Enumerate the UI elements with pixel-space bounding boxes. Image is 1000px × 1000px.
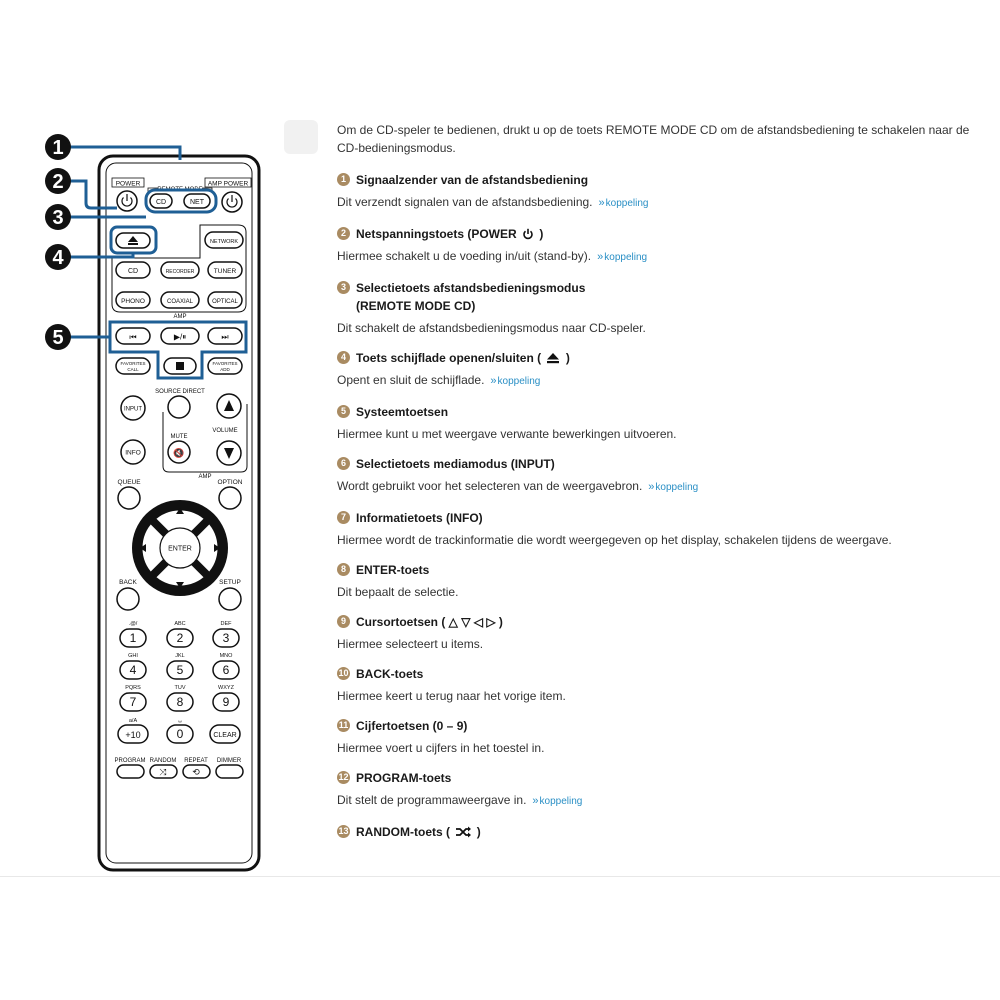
- double-chevron-icon: »: [532, 795, 539, 807]
- item-title: Toets schijflade openen/sluiten (: [356, 351, 542, 365]
- coaxial-label: COAXIAL: [166, 299, 194, 305]
- play-pause-icon: ▶/⏸: [173, 332, 187, 342]
- keypad-sub-label: WXYZ: [218, 685, 234, 691]
- item-title-suffix: ): [476, 825, 481, 839]
- item-number-badge: 8: [337, 563, 350, 576]
- enter-label: ENTER: [168, 545, 192, 553]
- item-number-badge: 5: [337, 405, 350, 418]
- callout-number: 4: [52, 247, 64, 269]
- double-chevron-icon: »: [490, 375, 497, 387]
- item-description: [337, 583, 977, 601]
- item-2: [337, 225, 977, 267]
- item-description: [337, 247, 977, 267]
- item-title: Selectietoets afstandsbedieningsmodus (REMOTE MODE CD): [356, 281, 586, 313]
- item-heading: [337, 171, 977, 189]
- item-description: [337, 791, 977, 811]
- item-title: Informatietoets (INFO): [356, 511, 483, 525]
- bottom-divider: [0, 876, 1000, 877]
- item-heading: [337, 561, 977, 579]
- recorder-label: RECORDER: [165, 269, 195, 275]
- item-description-text: Hiermee schakelt u de voeding in/uit (stand-by).: [337, 249, 592, 263]
- item-title: ENTER-toets: [356, 563, 430, 577]
- koppeling-link[interactable]: [648, 482, 698, 493]
- eject-icon: [541, 351, 566, 365]
- item-heading: [337, 349, 977, 367]
- remote-svg: [0, 0, 300, 900]
- item-description: [337, 739, 977, 757]
- item-title: Cijfertoetsen (0 – 9): [356, 719, 468, 733]
- item-description-text: Hiermee voert u cijfers in het toestel in.: [337, 741, 545, 755]
- input-label: INPUT: [124, 406, 142, 413]
- random-label: RANDOM: [149, 758, 177, 764]
- number-button-label: 7: [129, 695, 137, 709]
- description-panel: [337, 121, 977, 853]
- option-button[interactable]: [219, 487, 241, 509]
- item-number-badge: 9: [337, 615, 350, 628]
- stop-icon: [176, 362, 184, 370]
- item-heading: [337, 455, 977, 473]
- callout-number: 1: [52, 137, 64, 159]
- item-heading: [337, 509, 977, 527]
- keypad-sub-label: ␣: [178, 717, 182, 723]
- power-icon: [517, 227, 540, 241]
- setup-label: SETUP: [219, 579, 241, 586]
- keypad-sub-label: JKL: [175, 653, 185, 659]
- info-label: INFO: [125, 449, 141, 457]
- tuner-label: TUNER: [213, 268, 237, 275]
- item-number-badge: 2: [337, 227, 350, 240]
- favorites-add-label-1: FAVORITES: [212, 361, 238, 366]
- mute-label: MUTE: [170, 434, 188, 440]
- clear-label: CLEAR: [213, 732, 237, 739]
- power-label: POWER: [115, 180, 141, 188]
- mute-icon: 🔇: [173, 448, 185, 458]
- shuffle-icon: [450, 825, 477, 839]
- item-title-suffix: ): [565, 351, 570, 365]
- item-number-badge: 3: [337, 281, 350, 294]
- item-title: Signaalzender van de afstandsbediening: [356, 173, 589, 187]
- number-button-label: 2: [176, 631, 184, 645]
- item-description-text: Wordt gebruikt voor het selecteren van de weergavebron.: [337, 479, 643, 493]
- header-mark: [284, 120, 318, 154]
- amp-power-label: AMP POWER: [207, 180, 249, 188]
- keypad-sub-label: .@/: [128, 621, 138, 627]
- number-button-label: 8: [176, 695, 184, 709]
- volume-label: VOLUME: [212, 428, 238, 434]
- item-heading: [337, 279, 977, 315]
- koppeling-link[interactable]: [532, 796, 582, 807]
- item-title: Cursortoetsen ( △ ▽ ◁ ▷ ): [356, 615, 503, 629]
- koppeling-link[interactable]: [597, 252, 647, 263]
- item-10: [337, 665, 977, 705]
- setup-button[interactable]: [219, 588, 241, 610]
- queue-label: QUEUE: [117, 479, 141, 486]
- item-number-badge: 1: [337, 173, 350, 186]
- item-6: [337, 455, 977, 497]
- item-description: [337, 319, 977, 337]
- phono-label: PHONO: [121, 298, 145, 305]
- double-chevron-icon: »: [648, 481, 655, 493]
- back-label: BACK: [119, 579, 137, 586]
- shuffle-icon: ⤨: [159, 767, 167, 777]
- item-title: Selectietoets mediamodus (INPUT): [356, 457, 555, 471]
- remote-mode-net-label: NET: [190, 199, 204, 206]
- item-title: Netspanningstoets (POWER: [356, 227, 517, 241]
- koppeling-link[interactable]: [490, 376, 540, 387]
- option-label: OPTION: [217, 479, 243, 486]
- keypad-sub-label: GHI: [128, 653, 138, 659]
- item-description: [337, 477, 977, 497]
- remote-mode-cd-label: CD: [155, 199, 167, 206]
- keypad-sub-label: TUV: [174, 685, 186, 691]
- program-button[interactable]: [117, 765, 144, 778]
- koppeling-label: koppeling: [539, 796, 583, 807]
- number-button-label: 5: [176, 663, 184, 677]
- source-direct-label: SOURCE DIRECT: [155, 389, 205, 395]
- item-title: BACK-toets: [356, 667, 424, 681]
- item-8: [337, 561, 977, 601]
- item-7: [337, 509, 977, 549]
- item-description-text: Dit bepaalt de selectie.: [337, 585, 459, 599]
- item-4: [337, 349, 977, 391]
- prev-icon: ⏮: [129, 332, 137, 342]
- double-chevron-icon: »: [597, 251, 604, 263]
- remote-mode-label: REMOTE MODE: [157, 187, 203, 193]
- callout-number: 2: [52, 171, 64, 193]
- koppeling-link[interactable]: [599, 198, 649, 209]
- koppeling-label: koppeling: [497, 376, 541, 387]
- item-description: [337, 635, 977, 653]
- item-description: [337, 193, 977, 213]
- source-direct-button[interactable]: [168, 396, 190, 418]
- item-number-badge: 12: [338, 772, 349, 782]
- koppeling-label: koppeling: [604, 252, 648, 263]
- repeat-icon: ⟲: [192, 767, 200, 777]
- cd-label: CD: [127, 268, 139, 275]
- item-number-badge: 4: [337, 351, 350, 364]
- favorites-call-label-2: CALL: [127, 367, 139, 372]
- dimmer-label: DIMMER: [216, 758, 242, 764]
- repeat-label: REPEAT: [184, 758, 208, 764]
- item-5: [337, 403, 977, 443]
- item-heading: [337, 613, 977, 631]
- keypad-sub-label: ABC: [174, 621, 186, 627]
- double-chevron-icon: »: [598, 197, 605, 209]
- next-icon: ⏭: [221, 332, 229, 342]
- callout-number: 5: [52, 327, 64, 349]
- a-A-label: a/A: [128, 718, 138, 724]
- keypad-sub-label: PQRS: [125, 685, 141, 691]
- item-title-suffix: ): [539, 227, 544, 241]
- item-description-text: Dit schakelt de afstandsbedieningsmodus naar CD-speler.: [337, 321, 646, 335]
- item-12: [337, 769, 977, 811]
- item-description-text: Opent en sluit de schijflade.: [337, 373, 485, 387]
- item-heading: [337, 823, 977, 841]
- koppeling-label: koppeling: [605, 198, 649, 209]
- item-description-text: Hiermee keert u terug naar het vorige item.: [337, 689, 566, 703]
- koppeling-label: koppeling: [655, 482, 699, 493]
- item-description-text: Dit verzendt signalen van de afstandsbediening.: [337, 195, 593, 209]
- callout-number: 3: [52, 207, 64, 229]
- number-button-label: 1: [129, 631, 137, 645]
- number-button-label: 3: [222, 631, 230, 645]
- item-description: [337, 425, 977, 443]
- optical-label: OPTICAL: [212, 299, 238, 305]
- favorites-add-label-2: ADD: [220, 367, 230, 372]
- keypad-sub-label: DEF: [220, 621, 232, 627]
- favorites-call-label-1: FAVORITES: [120, 361, 146, 366]
- item-number-badge: 13: [338, 826, 349, 836]
- item-description: [337, 371, 977, 391]
- item-heading: [337, 665, 977, 683]
- item-number-badge: 7: [337, 511, 350, 524]
- item-description-text: Dit stelt de programmaweergave in.: [337, 793, 527, 807]
- back-button[interactable]: [117, 588, 139, 610]
- item-description: [337, 687, 977, 705]
- item-number-badge: 10: [338, 668, 349, 678]
- item-1: [337, 171, 977, 213]
- item-description: [337, 531, 977, 549]
- item-3: [337, 279, 977, 337]
- callout-group: [45, 134, 71, 350]
- dimmer-button[interactable]: [216, 765, 243, 778]
- item-title: RANDOM-toets (: [356, 825, 450, 839]
- plus10-label: +10: [125, 730, 141, 740]
- number-button-label: 4: [129, 663, 137, 677]
- item-number-badge: 11: [338, 720, 349, 730]
- item-heading: [337, 717, 977, 735]
- item-title: Systeemtoetsen: [356, 405, 449, 419]
- item-title: PROGRAM-toets: [356, 771, 452, 785]
- program-label: PROGRAM: [114, 758, 146, 764]
- item-list: [337, 171, 977, 841]
- remote-illustration: [0, 0, 300, 900]
- item-description-text: Hiermee selecteert u items.: [337, 637, 484, 651]
- number-button-label: 0: [176, 727, 184, 741]
- item-description-text: Hiermee kunt u met weergave verwante bewerkingen uitvoeren.: [337, 427, 677, 441]
- number-button-label: 9: [222, 695, 230, 709]
- amp-label-top: AMP: [173, 314, 187, 320]
- intro-text: Om de CD-speler te bedienen, drukt u op de toets REMOTE MODE CD om de afstandsbediening te schakelen naar de CD-bedieningsmodus.: [337, 123, 970, 155]
- item-heading: [337, 769, 977, 787]
- item-9: [337, 613, 977, 653]
- amp-label-bottom: AMP: [198, 474, 212, 480]
- item-heading: [337, 403, 977, 421]
- queue-button[interactable]: [118, 487, 140, 509]
- item-13: [337, 823, 977, 841]
- item-11: [337, 717, 977, 757]
- keypad-sub-label: MNO: [219, 653, 233, 659]
- item-description-text: Hiermee wordt de trackinformatie die wordt weergegeven op het display, schakelen tijdens de weergave.: [337, 533, 892, 547]
- number-button-label: 6: [222, 663, 230, 677]
- item-number-badge: 6: [337, 457, 350, 470]
- item-heading: [337, 225, 977, 243]
- network-label: NETWORK: [209, 239, 239, 245]
